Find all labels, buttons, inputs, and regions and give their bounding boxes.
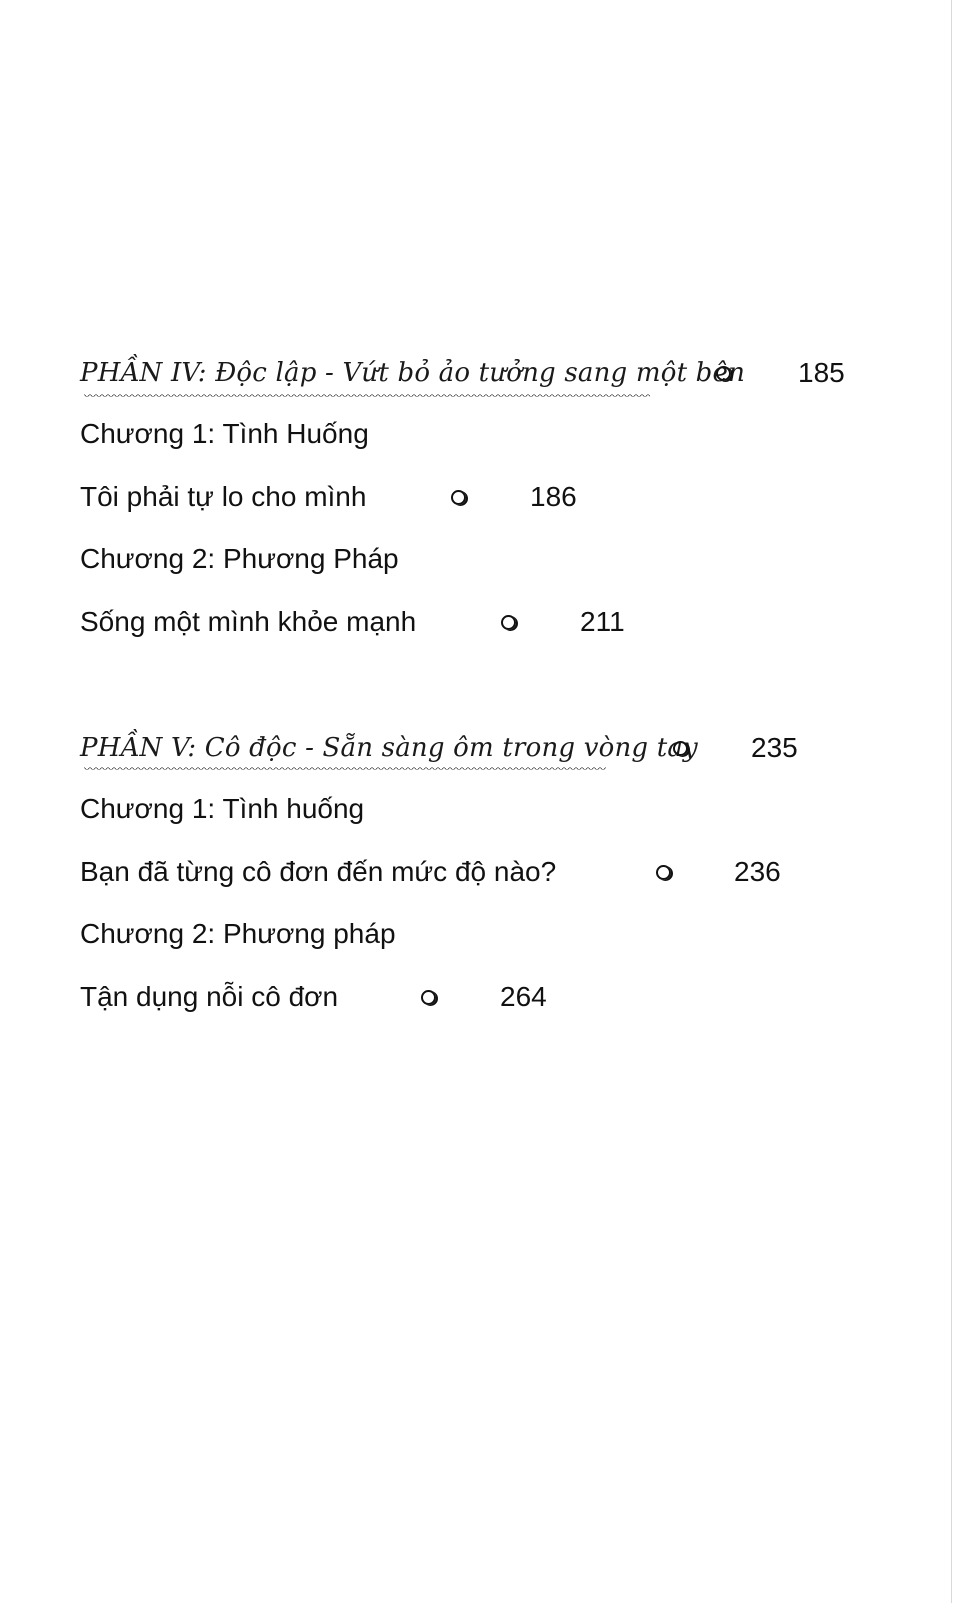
bullet-icon	[501, 598, 516, 646]
wavy-underline	[84, 394, 650, 400]
wavy-underline	[84, 767, 606, 773]
chapter-title: Chương 1: Tình Huống	[80, 418, 369, 449]
chapter-title: Chương 2: Phương pháp	[80, 918, 396, 949]
page-number: 185	[798, 357, 845, 388]
toc-entry[interactable]	[0, 598, 956, 646]
bullet-icon	[421, 973, 436, 1021]
entry-title: Bạn đã từng cô đơn đến mức độ nào?	[80, 856, 557, 887]
chapter-line	[0, 535, 956, 583]
bullet-icon	[673, 724, 688, 772]
page-number: 235	[751, 732, 798, 763]
part-title: PHẦN V: Cô độc - Sẵn sàng ôm trong vòng tay	[80, 733, 698, 763]
chapter-title: Chương 2: Phương Pháp	[80, 543, 399, 574]
chapter-title: Chương 1: Tình huống	[80, 793, 365, 824]
part-v-heading[interactable]	[0, 724, 956, 772]
chapter-line	[0, 410, 956, 458]
page-number: 236	[734, 856, 781, 887]
entry-title: Tôi phải tự lo cho mình	[80, 481, 367, 512]
toc-entry[interactable]	[0, 473, 956, 521]
part-iv-heading[interactable]	[0, 349, 956, 397]
page-edge-divider	[951, 0, 952, 1603]
part-title: PHẦN IV: Độc lập - Vứt bỏ ảo tưởng sang một bên	[80, 358, 746, 388]
entry-title: Tận dụng nỗi cô đơn	[80, 981, 339, 1012]
page-number: 264	[500, 981, 547, 1012]
entry-title: Sống một mình khỏe mạnh	[80, 606, 417, 637]
page-number: 186	[530, 481, 577, 512]
bullet-icon	[451, 473, 466, 521]
chapter-line	[0, 910, 956, 958]
chapter-line	[0, 785, 956, 833]
toc-entry[interactable]	[0, 848, 956, 896]
toc-entry[interactable]	[0, 973, 956, 1021]
page-number: 211	[580, 606, 625, 637]
bullet-icon	[656, 848, 671, 896]
bullet-icon	[716, 349, 731, 397]
